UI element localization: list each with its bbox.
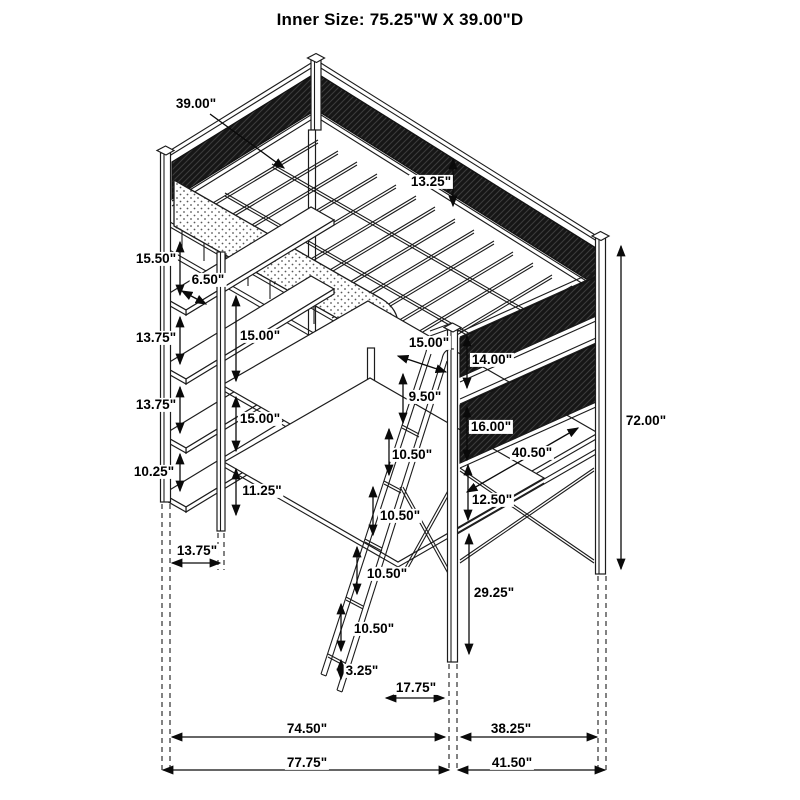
dim-rung-gap-1: 10.50"	[391, 446, 433, 462]
dim-shelf-gap-upper: 13.75"	[135, 329, 177, 345]
dim-depth-inner: 38.25"	[490, 720, 532, 736]
dim-shelf-gap-mid: 13.75"	[135, 396, 177, 412]
dim-desk-height: 29.25"	[473, 584, 515, 600]
dim-leg-clearance: 11.25"	[242, 482, 282, 498]
dim-shelf-gap-lower: 10.25"	[133, 463, 175, 479]
dim-rung-gap-3: 10.50"	[366, 565, 408, 581]
dim-ladder-offset: 17.75"	[395, 679, 437, 695]
dim-mattress-depth: 39.00"	[175, 95, 217, 111]
dim-shelf-offset: 13.75"	[176, 542, 218, 558]
dim-upper-panel-height: 14.00"	[471, 351, 513, 367]
dim-entry-opening: 15.00"	[408, 334, 450, 350]
dim-desk-clearance-lower: 15.00"	[239, 410, 281, 426]
dim-width-inner: 74.50"	[286, 720, 328, 736]
inner-left-leg	[217, 252, 225, 531]
dim-desk-depth: 40.50"	[511, 444, 553, 460]
dim-guardrail-height: 13.25"	[410, 173, 452, 189]
dim-lower-panel-height: 16.00"	[470, 418, 512, 434]
dim-shelf-depth: 6.50"	[191, 271, 225, 287]
dim-depth-outer: 41.50"	[491, 754, 533, 770]
dim-overall-height: 72.00"	[625, 412, 667, 428]
mesh-panel-back-right	[318, 74, 596, 285]
page-title: Inner Size: 75.25"W X 39.00"D	[276, 10, 524, 29]
dim-desk-clearance-upper: 15.00"	[239, 327, 281, 343]
dim-panel-desk-gap: 12.50"	[471, 491, 513, 507]
dim-width-outer: 77.75"	[286, 754, 328, 770]
dim-ladder-foot: 3.25"	[345, 662, 379, 678]
dim-top-shelf-gap: 15.50"	[135, 250, 177, 266]
dim-rung-gap-2: 10.50"	[379, 507, 421, 523]
dim-rung-gap-4: 10.50"	[353, 620, 395, 636]
dim-ladder-top-gap: 9.50"	[408, 388, 442, 404]
